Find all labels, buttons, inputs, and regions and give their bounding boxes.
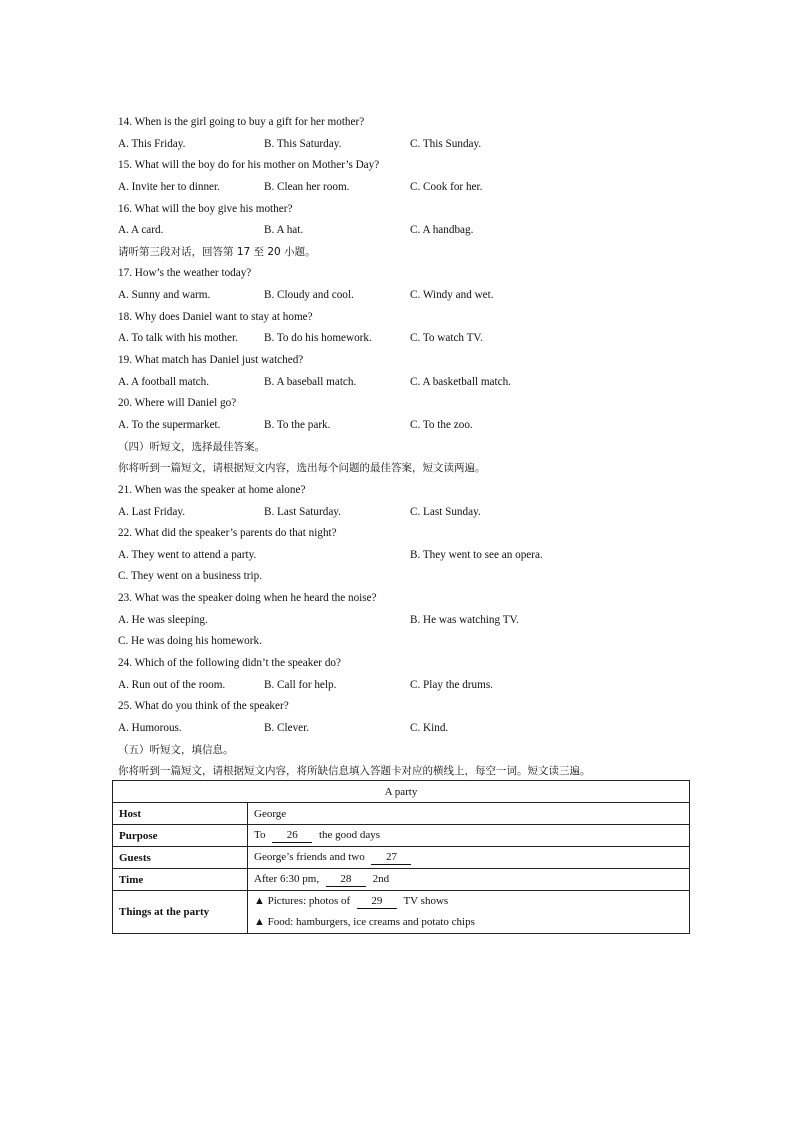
option-a[interactable]: A. They went to attend a party. (118, 548, 257, 561)
answer-options (118, 631, 698, 653)
listening-questions (118, 112, 698, 783)
option-a[interactable]: A. A football match. (118, 375, 210, 388)
guests-prefix: George’s friends and two (254, 850, 365, 863)
answer-options (118, 220, 698, 242)
option-b[interactable]: B. Clever. (264, 721, 310, 734)
section-note: 请听第三段对话，回答第 17 至 20 小题。 (118, 245, 316, 258)
answer-options (118, 415, 698, 437)
pictures-suffix: TV shows (403, 895, 449, 907)
answer-options (118, 372, 698, 394)
food-line: ▲ Food: hamburgers, ice creams and potato chips (254, 916, 475, 928)
option-a[interactable]: A. To the supermarket. (118, 418, 221, 431)
part-four-instruction: 你将听到一篇短文，请根据短文内容，选出每个问题的最佳答案，短文读两遍。 (118, 462, 486, 475)
blank-26[interactable]: 26 (272, 829, 312, 843)
row-label-host: Host (113, 803, 248, 825)
part-five-instruction: 你将听到一篇短文，请根据短文内容，将所缺信息填入答题卡对应的横线上，每空一词。短文读三遍。 (118, 765, 591, 778)
option-b[interactable]: B. To do his homework. (264, 332, 372, 345)
option-a[interactable]: A. He was sleeping. (118, 613, 208, 626)
option-c[interactable]: C. Windy and wet. (410, 289, 494, 302)
answer-options (118, 134, 698, 156)
answer-options (118, 502, 698, 524)
table-row (113, 891, 690, 934)
option-c[interactable]: C. They went on a business trip. (118, 570, 262, 583)
answer-options (118, 177, 698, 199)
table-row (113, 825, 690, 847)
question-stem: 19. What match has Daniel just watched? (118, 354, 304, 367)
option-b[interactable]: B. They went to see an opera. (410, 548, 543, 561)
table-row (113, 869, 690, 891)
part-five-title: （五）听短文，填信息。 (118, 743, 234, 756)
purpose-suffix: the good days (318, 828, 381, 841)
row-label-purpose: Purpose (113, 825, 248, 847)
option-c[interactable]: C. A handbag. (410, 224, 474, 237)
option-b[interactable]: B. He was watching TV. (410, 613, 519, 626)
row-value-host: George (248, 803, 690, 825)
option-b[interactable]: B. Clean her room. (264, 180, 350, 193)
table-row (113, 803, 690, 825)
option-a[interactable]: A. This Friday. (118, 137, 186, 150)
part-four-title: （四）听短文，选择最佳答案。 (118, 440, 265, 453)
option-b[interactable]: B. Last Saturday. (264, 505, 341, 518)
answer-options (118, 675, 698, 697)
option-b[interactable]: B. Cloudy and cool. (264, 289, 354, 302)
option-a[interactable]: A. Last Friday. (118, 505, 186, 518)
row-value-guests (248, 847, 690, 869)
answer-options (118, 718, 698, 740)
option-b[interactable]: B. This Saturday. (264, 137, 342, 150)
question-stem: 25. What do you think of the speaker? (118, 700, 289, 713)
question-stem: 23. What was the speaker doing when he heard the noise? (118, 592, 377, 605)
option-a[interactable]: A. A card. (118, 224, 164, 237)
question-stem: 17. How’s the weather today? (118, 267, 252, 280)
row-label-guests: Guests (113, 847, 248, 869)
blank-28[interactable]: 28 (326, 873, 366, 887)
option-c[interactable]: C. To watch TV. (410, 332, 483, 345)
blank-27[interactable]: 27 (371, 851, 411, 865)
option-b[interactable]: B. To the park. (264, 418, 331, 431)
question-stem: 18. Why does Daniel want to stay at home? (118, 310, 313, 323)
option-c[interactable]: C. A basketball match. (410, 375, 511, 388)
option-c[interactable]: C. Kind. (410, 721, 449, 734)
time-suffix: 2nd (372, 872, 390, 885)
option-c[interactable]: C. He was doing his homework. (118, 635, 262, 648)
question-stem: 20. Where will Daniel go? (118, 397, 237, 410)
option-a[interactable]: A. Invite her to dinner. (118, 180, 220, 193)
row-label-time: Time (113, 869, 248, 891)
pictures-line (254, 891, 683, 912)
blank-29[interactable]: 29 (357, 895, 397, 909)
option-b[interactable]: B. A hat. (264, 224, 304, 237)
purpose-prefix: To (254, 828, 266, 841)
option-c[interactable]: C. To the zoo. (410, 418, 473, 431)
question-stem: 16. What will the boy give his mother? (118, 202, 293, 215)
option-c[interactable]: C. This Sunday. (410, 137, 482, 150)
question-stem: 22. What did the speaker’s parents do that night? (118, 527, 337, 540)
option-c[interactable]: C. Last Sunday. (410, 505, 481, 518)
answer-options (118, 285, 698, 307)
table-row (113, 847, 690, 869)
option-a[interactable]: A. Humorous. (118, 721, 182, 734)
answer-options (118, 610, 698, 632)
option-a[interactable]: A. Sunny and warm. (118, 289, 211, 302)
question-stem: 21. When was the speaker at home alone? (118, 483, 306, 496)
row-value-purpose (248, 825, 690, 847)
time-prefix: After 6:30 pm, (254, 872, 320, 885)
option-c[interactable]: C. Cook for her. (410, 180, 483, 193)
answer-options (118, 566, 698, 588)
party-info-table (112, 780, 690, 934)
table-title: A party (113, 781, 690, 803)
option-b[interactable]: B. Call for help. (264, 678, 337, 691)
question-stem: 15. What will the boy do for his mother on Mother’s Day? (118, 159, 380, 172)
answer-options (118, 545, 698, 567)
question-stem: 14. When is the girl going to buy a gift for her mother? (118, 116, 365, 128)
pictures-prefix: ▲ Pictures: photos of (254, 895, 351, 907)
question-stem: 24. Which of the following didn’t the speaker do? (118, 657, 341, 670)
row-value-time (248, 869, 690, 891)
row-value-things (248, 891, 690, 934)
table-row (113, 781, 690, 803)
option-b[interactable]: B. A baseball match. (264, 375, 357, 388)
option-a[interactable]: A. Run out of the room. (118, 678, 226, 691)
option-a[interactable]: A. To talk with his mother. (118, 332, 238, 345)
row-label-things: Things at the party (113, 891, 248, 934)
answer-options (118, 328, 698, 350)
option-c[interactable]: C. Play the drums. (410, 678, 493, 691)
